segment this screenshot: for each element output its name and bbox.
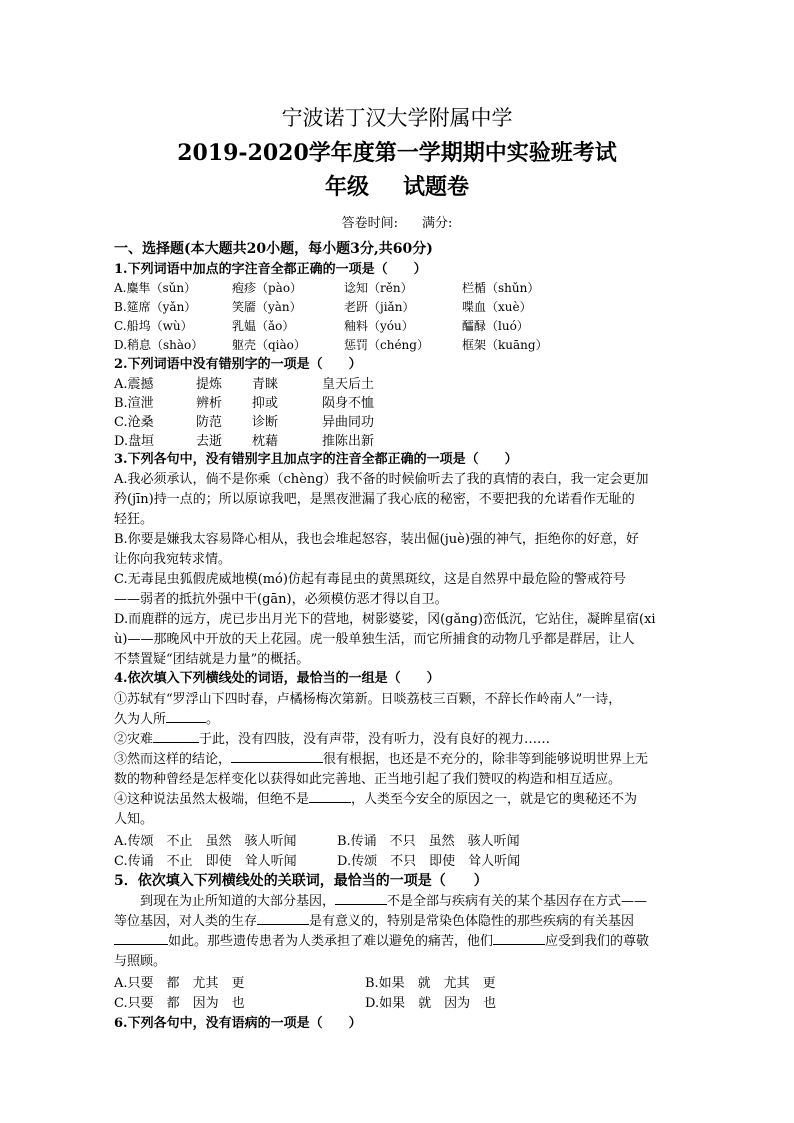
question-2-row-a: A.震撼 提炼 青睐 皇天后土 xyxy=(114,377,375,392)
question-4-sentence-2: ②灾难 于此，没有四肢，没有声带，没有听力，没有良好的视力…… xyxy=(114,728,550,747)
answer-blank[interactable] xyxy=(309,788,351,803)
question-3-option-a-line-1: A.我必须承认，倘不是你乘（chèng）我不备的时候偷听去了我的真情的表白，我一定会更加 xyxy=(114,472,649,487)
question-5-passage-line-1: 到现在为止所知道的大部分基因， 不是全部与疾病有关的某个基因存在方式—— xyxy=(140,890,647,909)
question-2-row-b: B.渲泄 辨析 抑或 陨身不恤 xyxy=(114,396,375,411)
question-3-option-a-line-2: 矜(jīn)持一点的；所以原谅我吧，是黑夜泄漏了我心底的秘密，不要把我的允诺看作无耻的 xyxy=(114,492,635,507)
question-3-option-d-line-2: ù)——那晚风中开放的天上花园。虎一般单独生活，而它所捕食的动物几乎都是群居，让人 xyxy=(114,632,635,647)
question-4-sentence-3-line-2: 数的物种曾经是怎样变化以获得如此完善地、正当地引起了我们赞叹的构造和相互适应。 xyxy=(114,772,622,787)
question-4-sentence-3-line-1: ③然而这样的结论， 很有根据，也还是不充分的，除非等到能够说明世界上无 xyxy=(114,748,648,767)
question-3-option-b-line-1: B.你要是嫌我太容易降心相从，我也会堆起怒容，装出倔(juè)强的神气，拒绝你的好意，好 xyxy=(114,532,639,547)
answer-blank[interactable] xyxy=(166,708,206,723)
school-name: 宁波诺丁汉大学附属中学 xyxy=(281,106,513,130)
question-3-option-d-line-3: 不禁置疑“团结就是力量”的概括。 xyxy=(114,652,310,667)
question-4-sentence-1-line-1: ①苏轼有“罗浮山下四时春，卢橘杨梅次第新。日啖荔枝三百颗，不辞长作岭南人”一诗， xyxy=(114,692,622,707)
question-5-stem: 5．依次填入下列横线处的关联词，最恰当的一项是（ ） xyxy=(114,873,488,889)
question-1-row-d: D.稍息（shào） 躯壳（qiào） 惩罚（chéng） 框架（kuāng） xyxy=(114,338,548,352)
question-1-row-c: C.船坞（wù） 乳媪（ǎo） 釉料（yóu） 醽醁（luó） xyxy=(114,319,529,333)
paper-label: 试题卷 xyxy=(403,174,470,200)
question-1-row-a: A.麋隼（sǔn） 疱疹（pào） 谂知（rěn） 栏楯（shǔn） xyxy=(114,281,540,295)
question-4-sentence-4-line-1: ④这种说法虽然太极端，但绝不是 ，人类至今安全的原因之一，就是它的奥秘还不为 xyxy=(114,788,637,807)
question-4-sentence-4-line-2: 人知。 xyxy=(114,812,154,827)
answer-blank[interactable] xyxy=(153,728,199,743)
question-3-stem: 3.下列各句中，没有错别字且加点字的注音全都正确的一项是（ ） xyxy=(114,452,518,467)
question-3-option-b-line-2: 让你向我宛转求情。 xyxy=(114,552,232,567)
question-1-stem: 1.下列词语中加点的字注音全都正确的一项是（ ） xyxy=(114,262,427,277)
question-5-option-d: D.如果 就 因为 也 xyxy=(365,996,497,1011)
question-5-passage-line-3: 如此。那些遗传患者为人类承担了难以避免的痛苦，他们 应受到我们的尊敬 xyxy=(114,930,649,949)
section-title: 一、选择题(本大题共20小题，每小题3分,共60分) xyxy=(114,241,433,257)
question-2-stem: 2.下列词语中没有错别字的一项是（ ） xyxy=(114,357,362,372)
answer-blank[interactable] xyxy=(114,930,168,945)
question-3-option-d-line-1: D.而鹿群的远方，虎已步出月光下的营地，树影婆娑，冈(gǎng)峦低沉，它站住，凝眸星宿(xi xyxy=(114,612,656,627)
answer-blank[interactable] xyxy=(493,930,545,945)
paper-subtitle xyxy=(0,170,794,201)
question-4-option-a: A.传颂 不止 虽然 骇人听闻 xyxy=(114,834,297,849)
answer-blank[interactable] xyxy=(231,748,323,763)
question-4-option-d: D.传颂 不只 即使 耸人听闻 xyxy=(337,854,521,869)
question-5-passage-line-4: 与照顾。 xyxy=(114,954,167,969)
exam-title: 2019-2020学年度第一学期期中实验班考试 xyxy=(177,140,617,166)
answer-blank[interactable] xyxy=(335,890,387,905)
question-4-sentence-1-line-2: 久为人所 。 xyxy=(114,708,219,727)
answer-blank[interactable] xyxy=(257,910,309,925)
question-5-option-c: C.只要 都 因为 也 xyxy=(114,996,245,1011)
question-5-option-a: A.只要 都 尤其 更 xyxy=(114,976,245,991)
question-4-stem: 4.依次填入下列横线处的词语，最恰当的一组是（ ） xyxy=(114,671,440,686)
question-4-option-c: C.传诵 不止 即使 耸人听闻 xyxy=(114,854,297,869)
question-3-option-c-line-2: ——弱者的抵抗外强中干(gān)，必须模仿恶才得以自卫。 xyxy=(114,592,448,607)
question-2-row-c: C.沧桑 防范 诊断 异曲同功 xyxy=(114,415,375,430)
question-5-passage-line-2: 等位基因，对人类的生存 是有意义的，特别是常染色体隐性的那些疾病的有关基因 xyxy=(114,910,634,929)
exam-meta xyxy=(0,212,794,231)
question-5-option-b: B.如果 就 尤其 更 xyxy=(365,976,496,991)
time-label: 答卷时间: xyxy=(341,216,398,231)
question-6-stem: 6.下列各句中，没有语病的一项是（ ） xyxy=(114,1016,362,1031)
score-label: 满分: xyxy=(422,216,453,231)
grade-label: 年级 xyxy=(324,174,369,200)
question-4-option-b: B.传诵 不只 虽然 骇人听闻 xyxy=(337,834,520,849)
question-3-option-c-line-1: C.无毒昆虫狐假虎威地模(mó)仿起有毒昆虫的黄黑斑纹，这是自然界中最危险的警戒符号 xyxy=(114,572,626,587)
question-1-row-b: B.筵席（yǎn） 笑靥（yàn） 老趼（jiǎn） 喋血（xuè） xyxy=(114,300,532,314)
question-2-row-d: D.盘垣 去逝 枕藉 推陈出新 xyxy=(114,434,375,449)
question-3-option-a-line-3: 轻狂。 xyxy=(114,512,154,527)
